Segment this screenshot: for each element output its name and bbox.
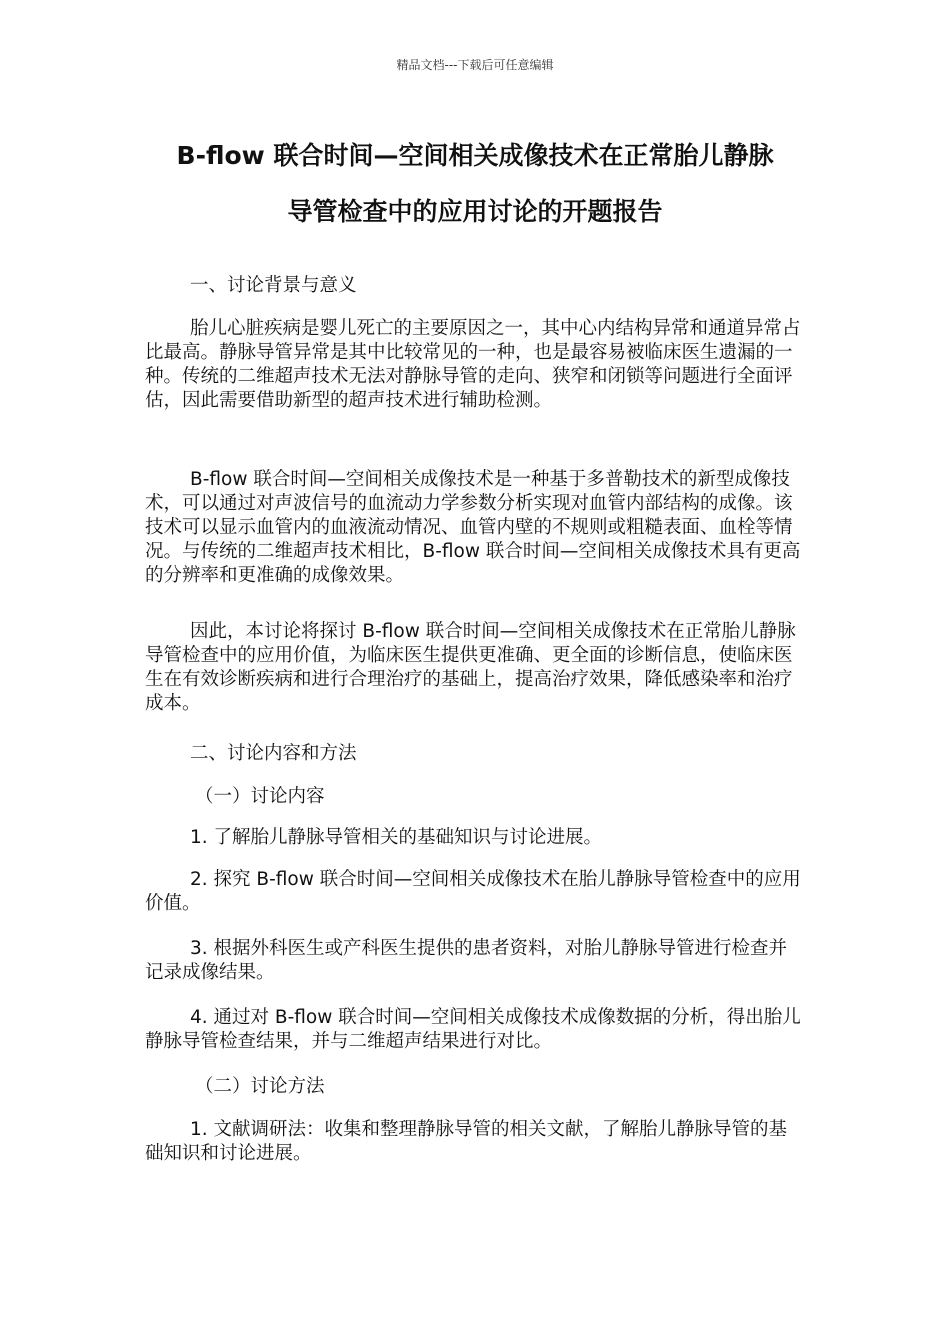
content-item-3: 3. 根据外科医生或产科医生提供的患者资料，对胎儿静脉导管进行检查并记录成像结果。	[145, 938, 788, 983]
document-title-line-1: B-flow 联合时间—空间相关成像技术在正常胎儿静脉	[176, 141, 774, 170]
subsection-1-heading	[145, 785, 805, 809]
section-1-heading	[145, 274, 805, 298]
subsection-2-heading-text: （二）讨论方法	[195, 1076, 325, 1097]
header-note: 精品文档---下载后可任意编辑	[396, 58, 554, 72]
section-2-heading-text: 二、讨论内容和方法	[190, 743, 357, 764]
subsection-2-heading	[145, 1075, 805, 1099]
section-1-paragraph-3: 因此，本讨论将探讨 B-flow 联合时间—空间相关成像技术在正常胎儿静脉导管检查中的应用价值，为临床医生提供更准确、更全面的诊断信息，使临床医生在有效诊断疾病和进行合理治疗的基础上，提高治疗效果，降低感染率和治疗成本。	[145, 621, 796, 714]
content-item-4: 4. 通过对 B-flow 联合时间—空间相关成像技术成像数据的分析，得出胎儿静脉导管检查结果，并与二维超声结果进行对比。	[145, 1007, 801, 1052]
section-2-heading	[145, 742, 805, 766]
content-item-1: 1. 了解胎儿静脉导管相关的基础知识与讨论进展。	[190, 827, 603, 848]
section-1-paragraph-1: 胎儿心脏疾病是婴儿死亡的主要原因之一，其中心内结构异常和通道异常占比最高。静脉导管异常是其中比较常见的一种，也是最容易被临床医生遗漏的一种。传统的二维超声技术无法对静脉导管的走向、狭窄和闭锁等问题进行全面评估，因此需要借助新型的超声技术进行辅助检测。	[145, 318, 801, 411]
section-1-paragraph-2: B-flow 联合时间—空间相关成像技术是一种基于多普勒技术的新型成像技术，可以通过对声波信号的血流动力学参数分析实现对血管内部结构的成像。该技术可以显示血管内的血液流动情况、血管内壁的不规则或粗糙表面、血栓等情况。与传统的二维超声技术相比，B-flow 联合时间—空间相关成像技术具有更高的分辨率和更准确的成像效果。	[145, 469, 801, 586]
document-title-line-2: 导管检查中的应用讨论的开题报告	[287, 197, 663, 226]
content-item-2: 2. 探究 B-flow 联合时间—空间相关成像技术在胎儿静脉导管检查中的应用价值。	[145, 869, 801, 914]
subsection-1-heading-text: （一）讨论内容	[195, 786, 325, 807]
method-item-1: 1. 文献调研法：收集和整理静脉导管的相关文献，了解胎儿静脉导管的基础知识和讨论进展。	[145, 1119, 788, 1164]
section-1-heading-text: 一、讨论背景与意义	[190, 275, 357, 296]
